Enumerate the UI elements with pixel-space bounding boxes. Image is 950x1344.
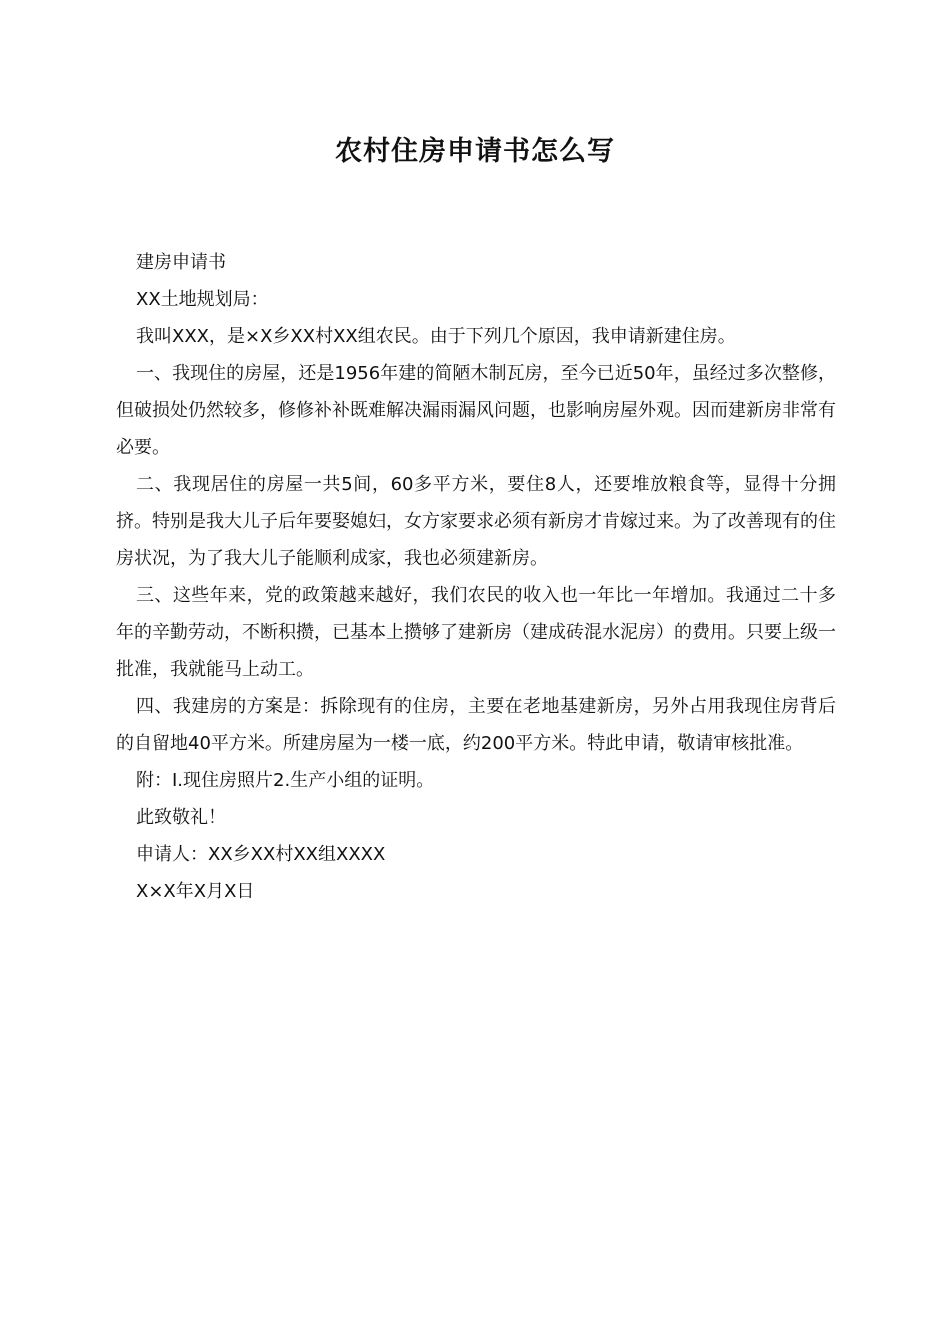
- document-title: 农村住房申请书怎么写: [335, 136, 615, 167]
- paragraph-addressee: XX土地规划局：: [136, 289, 269, 310]
- paragraph-reason-1: 一、我现住的房屋，还是1956年建的简陋木制瓦房，至今已近50年，虽经过多次整修，但破损处仍然较多，修修补补既难解决漏雨漏风问题，也影响房屋外观。因而建新房非常有必要。: [116, 363, 836, 458]
- paragraph-plan: 四、我建房的方案是：拆除现有的住房，主要在老地基建新房，另外占用我现住房背后的自留地40平方米。所建房屋为一楼一底，约200平方米。特此申请，敬请审核批准。: [116, 696, 836, 754]
- document-body: [116, 244, 836, 910]
- paragraph-heading: 建房申请书: [136, 252, 226, 273]
- paragraph-salutation: 此致敬礼！: [136, 807, 226, 828]
- paragraph-reason-3: 三、这些年来，党的政策越来越好，我们农民的收入也一年比一年增加。我通过二十多年的辛勤劳动，不断积攒，已基本上攒够了建新房（建成砖混水泥房）的费用。只要上级一批准，我就能马上动工。: [116, 585, 836, 680]
- paragraph-applicant: 申请人：XX乡XX村XX组XXXX: [136, 844, 386, 865]
- paragraph-reason-2: 二、我现居住的房屋一共5间，60多平方米，要住8人，还要堆放粮食等，显得十分拥挤。特别是我大儿子后年要娶媳妇，女方家要求必须有新房才肯嫁过来。为了改善现有的住房状况，为了我大儿子能顺利成家，我也必须建新房。: [116, 474, 836, 569]
- paragraph-attachments: 附：I.现住房照片2.生产小组的证明。: [136, 770, 435, 791]
- paragraph-intro: 我叫XXX，是×X乡XX村XX组农民。由于下列几个原因，我申请新建住房。: [136, 326, 736, 347]
- paragraph-date: X×X年X月X日: [136, 881, 255, 902]
